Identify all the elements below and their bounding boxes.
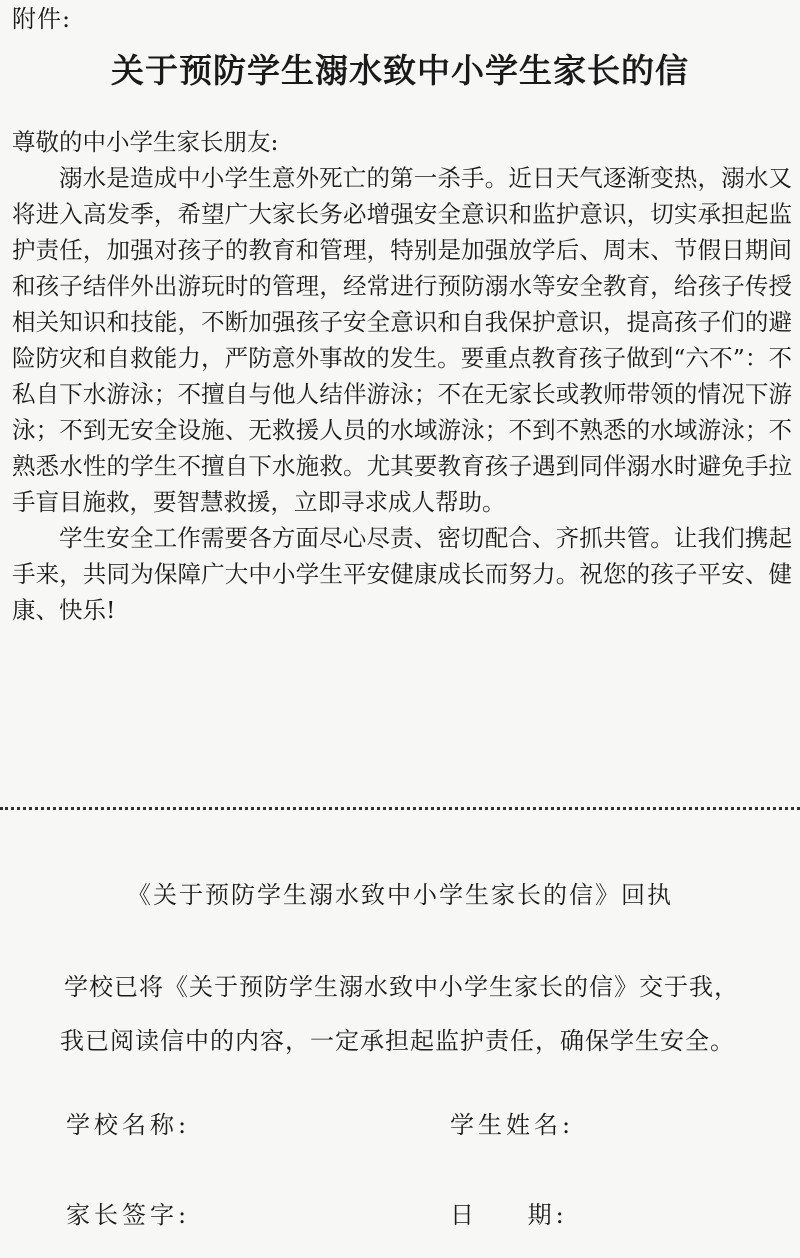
- receipt-title: 《关于预防学生溺水致中小学生家长的信》回执: [127, 881, 673, 909]
- student-name-field: 学生姓名:: [450, 1111, 575, 1139]
- letter-title: 关于预防学生溺水致中小学生家长的信: [111, 51, 689, 90]
- school-name-field: 学校名称:: [66, 1111, 191, 1139]
- attachment-label: 附件:: [12, 5, 72, 33]
- letter-paragraph-2: 学生安全工作需要各方面尽心尽责、密切配合、齐抓共管。让我们携起手来，共同为保障广大中小学生平安健康成长而努力。祝您的孩子平安、健康、快乐!: [12, 524, 792, 624]
- salutation: 尊敬的中小学生家长朋友:: [12, 128, 279, 156]
- letter-paragraph-1: 溺水是造成中小学生意外死亡的第一杀手。近日天气逐渐变热，溺水又将进入高发季，希望广大家长务必增强安全意识和监护意识，切实承担起监护责任，加强对孩子的教育和管理，特别是加强放学后、周末、节假日期间和孩子结伴外出游玩时的管理，经常进行预防溺水等安全教育，给孩子传授相关知识和技能，不断加强孩子安全意识和自我保护意识，提高孩子们的避险防灾和自救能力，严防意外事故的发生。要重点教育孩子做到“六不”：不私自下水游泳；不擅自与他人结伴游泳；不在无家长或教师带领的情况下游泳；不到无安全设施、无救援人员的水域游泳；不到不熟悉的水域游泳；不熟悉水性的学生不擅自下水施救。尤其要教育孩子遇到同伴溺水时避免手拉手盲目施救，要智慧救援，立即寻求成人帮助。: [12, 164, 792, 516]
- dotted-cut-line: [0, 807, 800, 810]
- parent-signature-field: 家长签字:: [66, 1201, 191, 1229]
- letter-body: [12, 124, 792, 628]
- receipt-statement: [60, 960, 780, 1068]
- date-field: 日 期:: [450, 1201, 568, 1229]
- receipt-statement-line-2: 我已阅读信中的内容，一定承担起监护责任，确保学生安全。: [60, 1027, 735, 1055]
- receipt-statement-line-1: 学校已将《关于预防学生溺水致中小学生家长的信》交于我，: [64, 973, 739, 1001]
